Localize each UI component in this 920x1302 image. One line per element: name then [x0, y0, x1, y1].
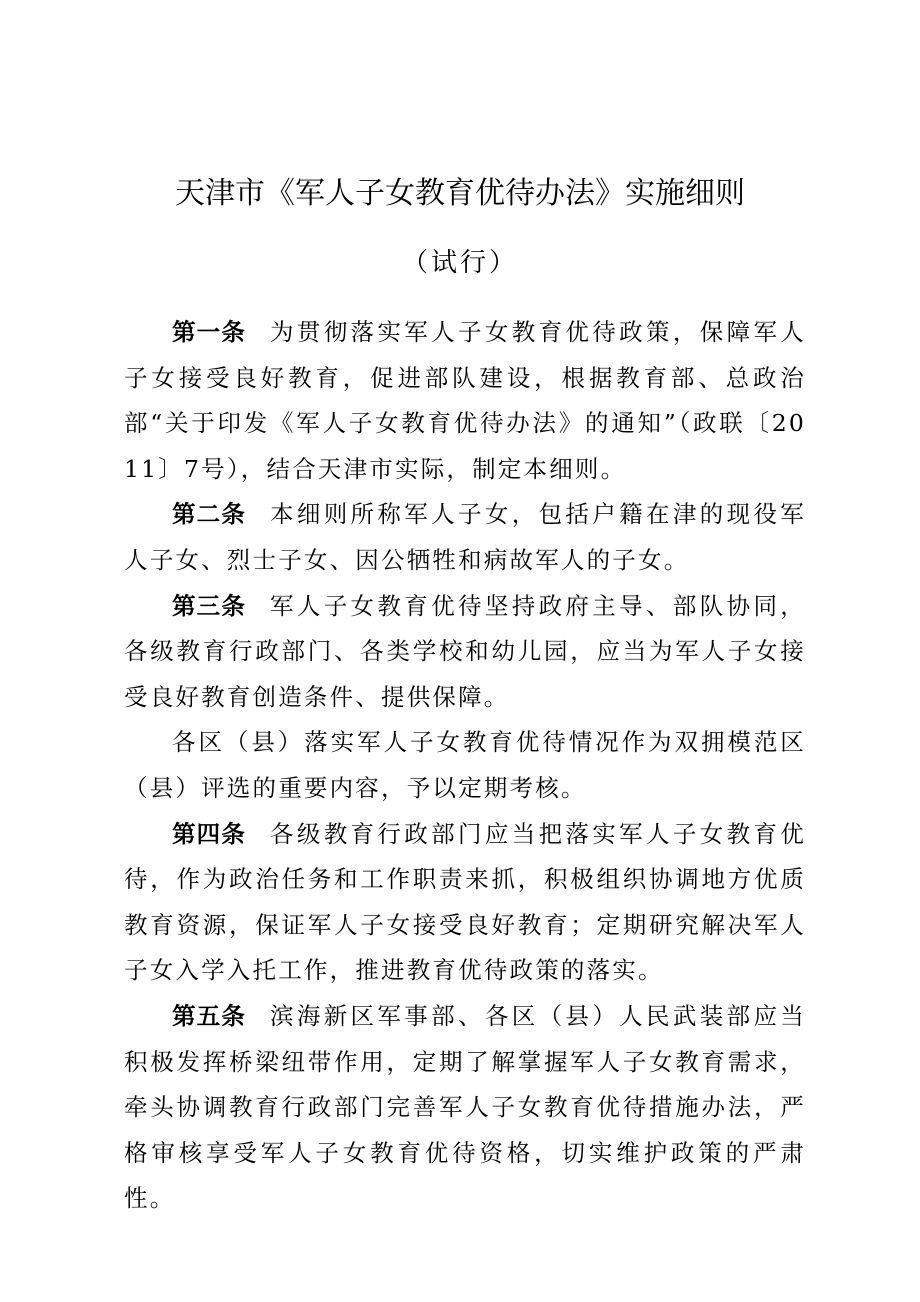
- paragraph-article-1: [124, 310, 806, 492]
- article-label: 第二条: [172, 500, 246, 529]
- document-body: [124, 310, 806, 1222]
- document-title: 天津市《军人子女教育优待办法》实施细则: [175, 176, 745, 211]
- article-text: 各区（县）落实军人子女教育优待情况作为双拥模范区（县）评选的重要内容，予以定期考核。: [124, 728, 806, 802]
- paragraph-article-5: [124, 994, 806, 1222]
- document-subtitle: （试行）: [401, 248, 518, 278]
- article-text: 各级教育行政部门应当把落实军人子女教育优待，作为政治任务和工作职责来抓，积极组织协调地方优质教育资源，保证军人子女接受良好教育；定期研究解决军人子女入学入托工作，推进教育优待政策的落实。: [124, 819, 807, 985]
- article-label: 第三条: [172, 591, 246, 620]
- paragraph-article-4: [124, 812, 806, 994]
- article-text: 军人子女教育优待坚持政府主导、部队协同，各级教育行政部门、各类学校和幼儿园，应当为军人子女接受良好教育创造条件、提供保障。: [124, 591, 807, 711]
- paragraph-article-3: [124, 584, 806, 721]
- article-text: 滨海新区军事部、各区（县）人民武装部应当积极发挥桥梁纽带作用，定期了解掌握军人子女教育需求，牵头协调教育行政部门完善军人子女教育优待措施办法，严格审核享受军人子女教育优待资格，切实维护政策的严肃性。: [124, 1001, 807, 1213]
- paragraph-article-3-cont: [124, 720, 806, 811]
- article-text: 为贯彻落实军人子女教育优待政策，保障军人子女接受良好教育，促进部队建设，根据教育部、总政治部“关于印发《军人子女教育优待办法》的通知”（政联〔2011〕7号），结合天津市实际，制定本细则。: [124, 318, 807, 483]
- article-label: 第五条: [172, 1001, 246, 1030]
- article-text: 本细则所称军人子女，包括户籍在津的现役军人子女、烈士子女、因公牺牲和病故军人的子女。: [124, 500, 807, 574]
- article-label: 第一条: [172, 318, 246, 346]
- article-label: 第四条: [172, 819, 246, 848]
- paragraph-article-2: [124, 492, 806, 583]
